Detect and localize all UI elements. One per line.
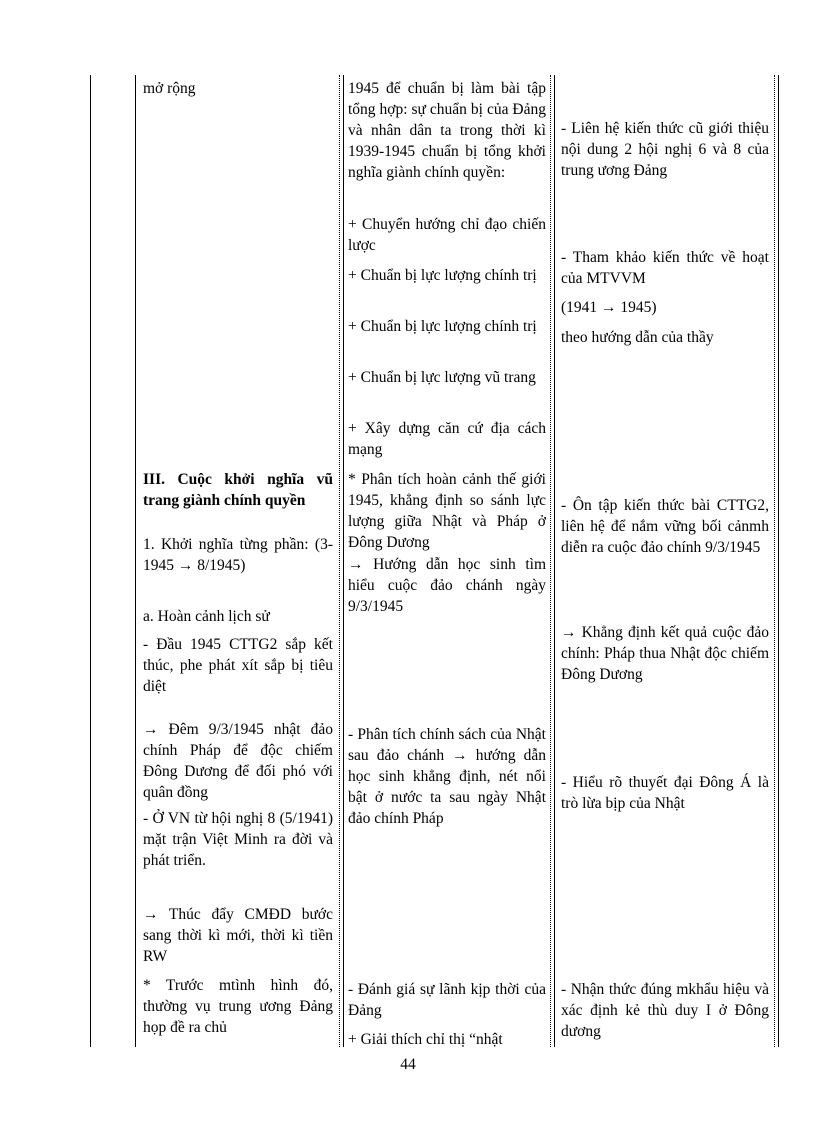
text-block: + Chuẩn bị lực lượng chính trị (348, 318, 537, 335)
section-heading: III. Cuộc khởi nghĩa vũ trang giành chính quyền (143, 471, 333, 509)
text-block: + Chuẩn bị lực lượng vũ trang (348, 369, 536, 386)
table-border-col2-right (550, 75, 551, 1047)
text-block: - Phân tích chính sách của Nhật sau đảo chánh → hướng dẫn học sinh khẳng định, nét nổi bật ở nước ta sau ngày Nhật đảo chính Pháp (348, 726, 546, 827)
text-block: → Hướng dẫn học sinh tìm hiểu cuộc đảo chánh ngày 9/3/1945 (348, 556, 546, 615)
table-border-right (774, 75, 775, 1047)
text-block: - Hiểu rõ thuyết đại Đông Á là trò lừa bịp của Nhật (561, 774, 769, 812)
table-border-col2-left (343, 75, 344, 1047)
text-block: → Khẳng định kết quả cuộc đảo chính: Pháp thua Nhật độc chiếm Đông Dương (561, 624, 769, 683)
table-border-outer-right (778, 75, 779, 1047)
text-block: a. Hoàn cảnh lịch sử (143, 608, 270, 625)
text-block: - Liên hệ kiến thức cũ giới thiệu nội dung 2 hội nghị 6 và 8 của trung ương Đảng (561, 120, 769, 179)
table-border-col1-right (339, 75, 340, 1047)
text-block: (1941 → 1945) (561, 299, 657, 316)
text-block: + Chuẩn bị lực lượng chính trị (348, 267, 537, 284)
text-block: * Phân tích hoàn cảnh thế giới 1945, khẳng định so sánh lực lượng giữa Nhật và Pháp ở Đông Dương (348, 471, 546, 551)
text-block: mở rộng (143, 80, 196, 97)
subsection-heading: 1. Khởi nghĩa từng phần: (3-1945 → 8/1945) (143, 536, 333, 574)
text-block: + Giải thích chỉ thị “nhật (348, 1031, 503, 1048)
table-border-col3-left (554, 75, 555, 1047)
text-block: theo hướng dẫn của thầy (561, 329, 714, 346)
page-number: 44 (400, 1056, 416, 1073)
text-block: - Nhận thức đúng mkhẩu hiệu và xác định kẻ thù duy I ở Đông dương (561, 981, 769, 1040)
text-block: - Đánh giá sự lãnh kịp thời của Đảng (348, 981, 546, 1019)
text-block: 1945 để chuẩn bị làm bài tập tổng hợp: sự chuẩn bị của Đảng và nhân dân ta trong thời kì 1939-1945 chuẩn bị tổng khởi nghĩa giành chính quyền: (348, 80, 546, 181)
text-block: → Thúc đẩy CMĐD bước sang thời kì mới, thời kì tiền RW (143, 906, 333, 965)
text-block: * Trước mtình hình đó, thường vụ trung ương Đảng họp đề ra chủ (143, 977, 333, 1036)
text-block: - Ôn tập kiến thức bài CTTG2, liên hệ để nắm vững bối cảnmh diễn ra cuộc đảo chính 9/3/1945 (561, 497, 769, 556)
table-border-col1-left (135, 75, 136, 1047)
table-border-left (90, 75, 91, 1047)
text-block: + Chuyển hướng chỉ đạo chiến lược (348, 216, 546, 254)
text-block: - Ở VN từ hội nghị 8 (5/1941) mặt trận Việt Minh ra đời và phát triển. (143, 810, 333, 869)
text-block: - Đầu 1945 CTTG2 sắp kết thúc, phe phát xít sắp bị tiêu diệt (143, 636, 333, 695)
text-block: - Tham khảo kiến thức về hoạt của MTVVM (561, 249, 769, 287)
text-block: → Đêm 9/3/1945 nhật đảo chính Pháp để độc chiếm Đông Dương để đối phó với quân đồng (143, 721, 333, 801)
text-block: + Xây dựng căn cứ địa cách mạng (348, 420, 546, 458)
